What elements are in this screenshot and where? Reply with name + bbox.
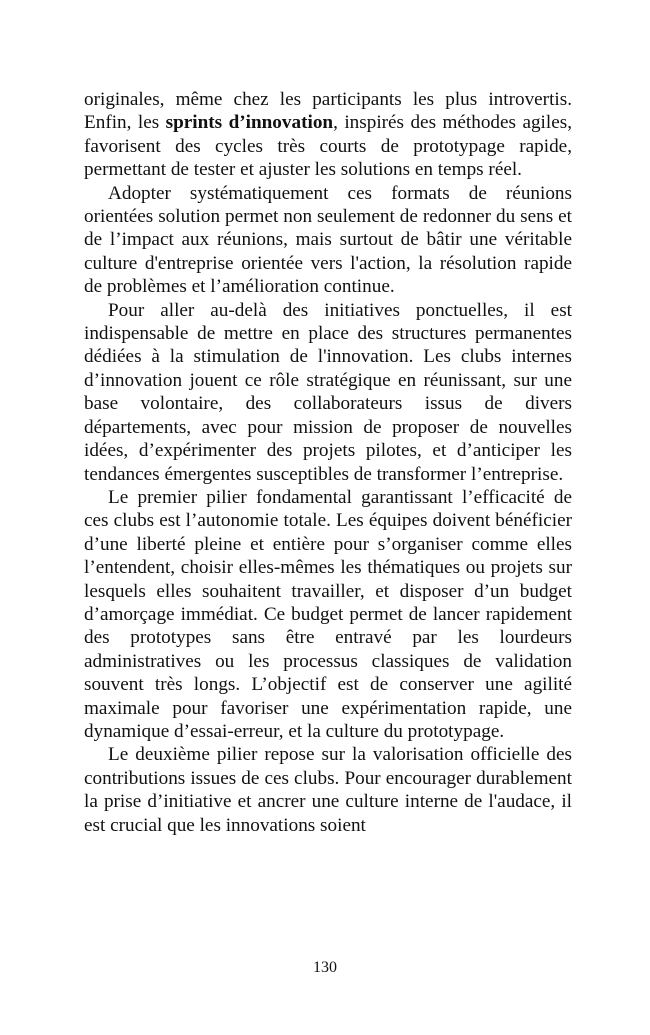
paragraph-1-text-end: , inspirés des méthodes agiles, favorisent des cycles très courts de prototypage rapide, permettant de tester et ajuster les solutions en temps réel. <box>84 112 573 181</box>
paragraph-5: Le deuxième pilier repose sur la valorisation officielle des contributions issues de ces clubs. Pour encourager durablement la prise d’initiative et ancrer une culture interne de l'audace, il est crucial que les innovations soient <box>84 744 572 836</box>
paragraph-4: Le premier pilier fondamental garantissant l’efficacité de ces clubs est l’autonomie totale. Les équipes doivent bénéficier d’une liberté pleine et entière pour s’organiser comme elles l’entendent, choisir elles-mêmes les thématiques ou projets sur lesquels elles souhaitent travailler, et disposer d’un budget d’amorçage immédiat. Ce budget permet de lancer rapidement des prototypes sans être entravé par les lourdeurs administratives ou les processus classiques de validation souvent très longs. L’objectif est de conserver une agilité maximale pour favoriser une expérimentation rapide, une dynamique d’essai-erreur, et la culture du prototypage. <box>84 486 572 742</box>
paragraph-1 <box>84 88 572 182</box>
bold-term-sprints: sprints d’innovation <box>165 112 334 134</box>
page-body <box>84 88 572 837</box>
page-number: 130 <box>313 959 337 976</box>
paragraph-3: Pour aller au-delà des initiatives ponctuelles, il est indispensable de mettre en place des structures permanentes dédiées à la stimulation de l'innovation. Les clubs internes d’innovation jouent ce rôle stratégique en réunissant, sur une base volontaire, des collaborateurs issus de divers départements, avec pour mission de proposer de nouvelles idées, d’expérimenter des projets pilotes, et d’anticiper les tendances émergentes susceptibles de transformer l’entreprise. <box>84 299 572 485</box>
paragraph-2: Adopter systématiquement ces formats de réunions orientées solution permet non seulement de redonner du sens et de l’impact aux réunions, mais surtout de bâtir une véritable culture d'entreprise orientée vers l'action, la résolution rapide de problèmes et l’amélioration continue. <box>84 182 572 298</box>
paragraph-1-text-start: originales, même chez les participants les plus introvertis. Enfin, les <box>84 89 572 134</box>
